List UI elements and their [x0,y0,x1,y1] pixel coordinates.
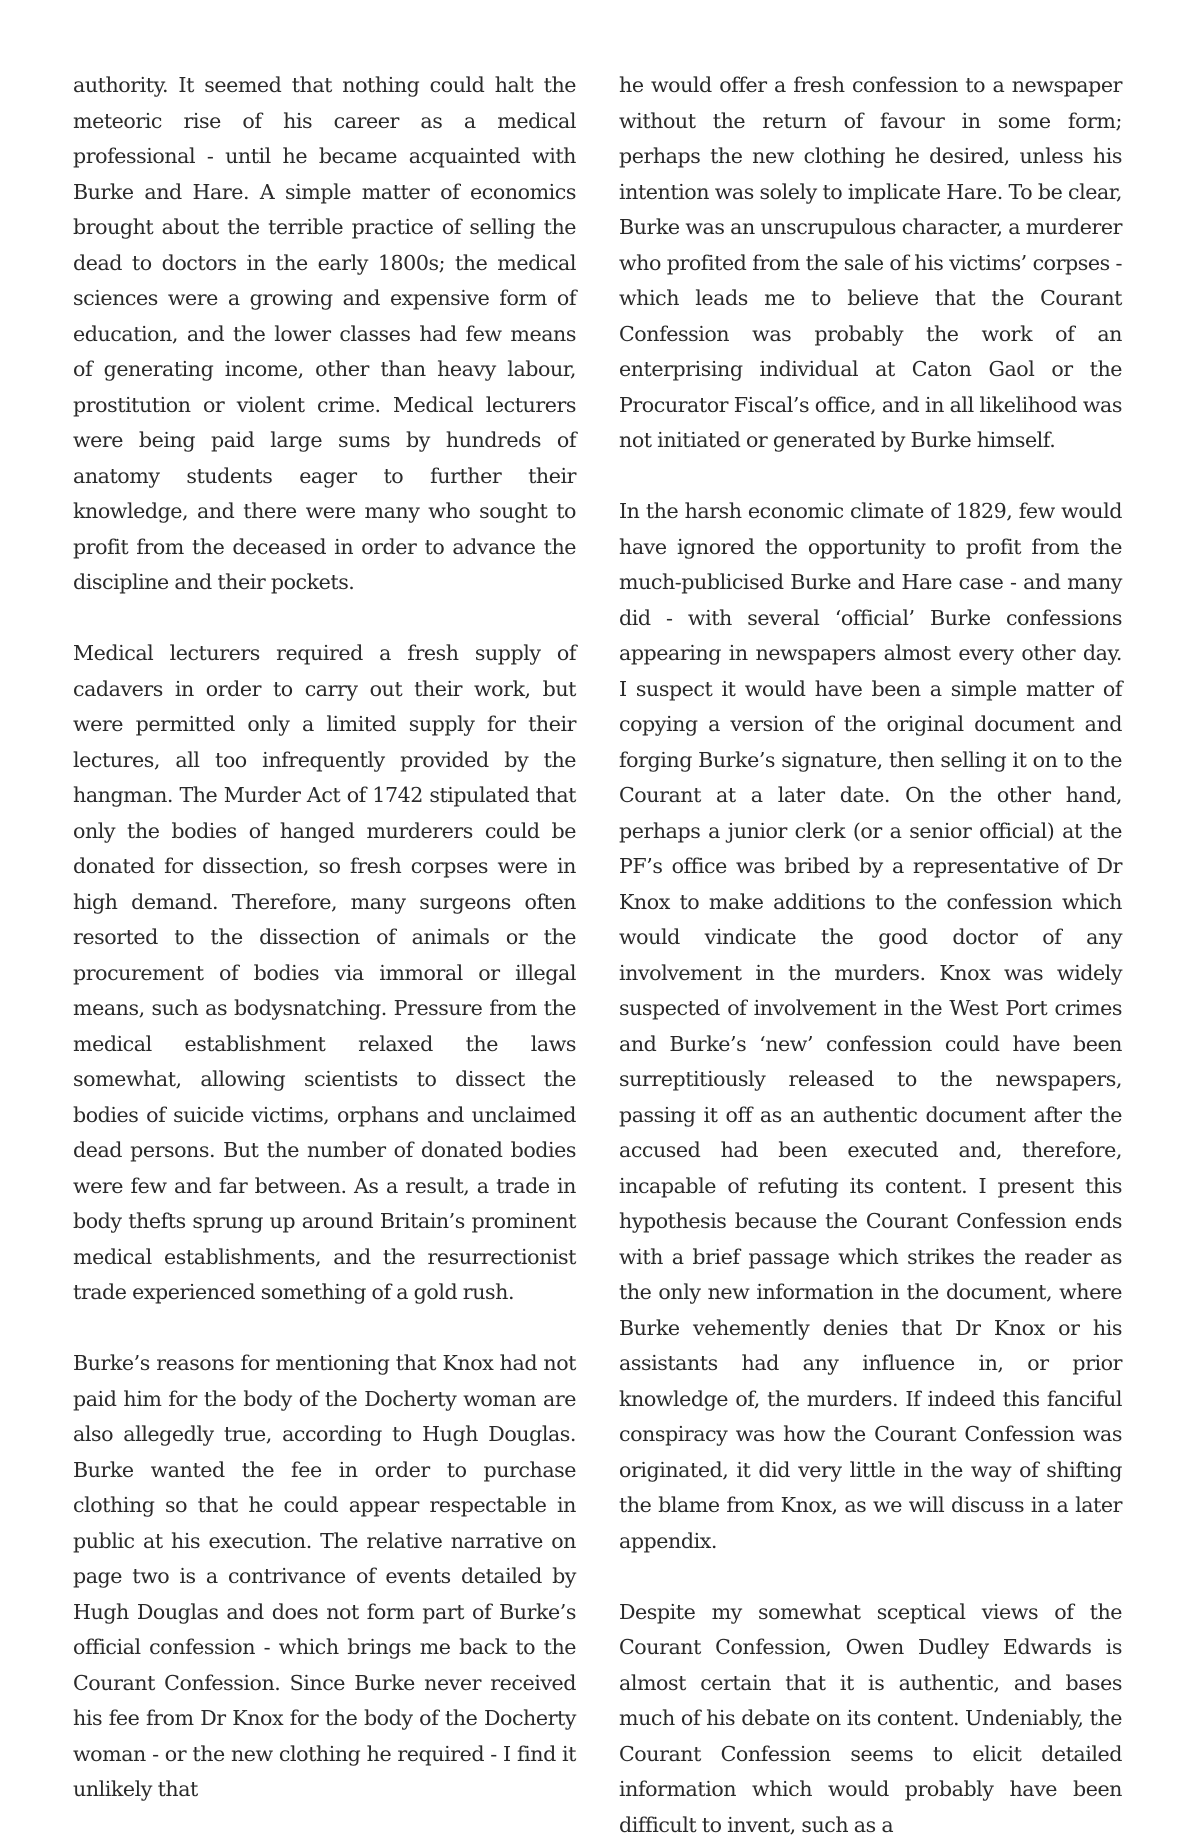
paragraph-left-1: authority. It seemed that nothing could halt the meteoric rise of his career as a medical professional - until he became acquainted with Burke and Hare. A simple matter of economics brought about the terrible practice of selling the dead to doctors in the early 1800s; the medical sciences were a growing and expensive form of education, and the lower classes had few means of generating income, other than heavy labour, prostitution or violent crime. Medical lecturers were being paid large sums by hundreds of anatomy students eager to further their knowledge, and there were many who sought to profit from the deceased in order to advance the discipline and their pockets. [73,68,576,601]
paragraph-right-1: he would offer a fresh confession to a newspaper without the return of favour in some form; perhaps the new clothing he desired, unless his intention was solely to implicate Hare. To be clear, Burke was an unscrupulous character, a murderer who profited from the sale of his victims’ corpses - which leads me to believe that the Courant Confession was probably the work of an enterprising individual at Caton Gaol or the Procurator Fiscal’s office, and in all likelihood was not initiated or generated by Burke himself. [619,68,1122,459]
left-text-column [73,68,576,1808]
paragraph-right-3: Despite my somewhat sceptical views of the Courant Confession, Owen Dudley Edwards is almost certain that it is authentic, and bases much of his debate on its content. Undeniably, the Courant Confession seems to elicit detailed information which would probably have been difficult to invent, such as a [619,1595,1122,1843]
paragraph-left-3: Burke’s reasons for mentioning that Knox had not paid him for the body of the Docherty woman are also allegedly true, according to Hugh Douglas. Burke wanted the fee in order to purchase clothing so that he could appear respectable in public at his execution. The relative narrative on page two is a contrivance of events detailed by Hugh Douglas and does not form part of Burke’s official confession - which brings me back to the Courant Confession. Since Burke never received his fee from Dr Knox for the body of the Docherty woman - or the new clothing he required - I find it unlikely that [73,1346,576,1808]
paragraph-right-2: In the harsh economic climate of 1829, few would have ignored the opportunity to profit from the much-publicised Burke and Hare case - and many did - with several ‘official’ Burke confessions appearing in newspapers almost every other day. I suspect it would have been a simple matter of copying a version of the original document and forging Burke’s signature, then selling it on to the Courant at a later date. On the other hand, perhaps a junior clerk (or a senior official) at the PF’s office was bribed by a representative of Dr Knox to make additions to the confession which would vindicate the good doctor of any involvement in the murders. Knox was widely suspected of involvement in the West Port crimes and Burke’s ‘new’ confession could have been surreptitiously released to the newspapers, passing it off as an authentic document after the accused had been executed and, therefore, incapable of refuting its content. I present this hypothesis because the Courant Confession ends with a brief passage which strikes the reader as the only new information in the document, where Burke vehemently denies that Dr Knox or his assistants had any influence in, or prior knowledge of, the murders. If indeed this fanciful conspiracy was how the Courant Confession was originated, it did very little in the way of shifting the blame from Knox, as we will discuss in a later appendix. [619,494,1122,1559]
paragraph-left-2: Medical lecturers required a fresh supply of cadavers in order to carry out their work, but were permitted only a limited supply for their lectures, all too infrequently provided by the hangman. The Murder Act of 1742 stipulated that only the bodies of hanged murderers could be donated for dissection, so fresh corpses were in high demand. Therefore, many surgeons often resorted to the dissection of animals or the procurement of bodies via immoral or illegal means, such as bodysnatching. Pressure from the medical establishment relaxed the laws somewhat, allowing scientists to dissect the bodies of suicide victims, orphans and unclaimed dead persons. But the number of donated bodies were few and far between. As a result, a trade in body thefts sprung up around Britain’s prominent medical establishments, and the resurrectionist trade experienced something of a gold rush. [73,636,576,1311]
right-text-column [619,68,1122,1843]
